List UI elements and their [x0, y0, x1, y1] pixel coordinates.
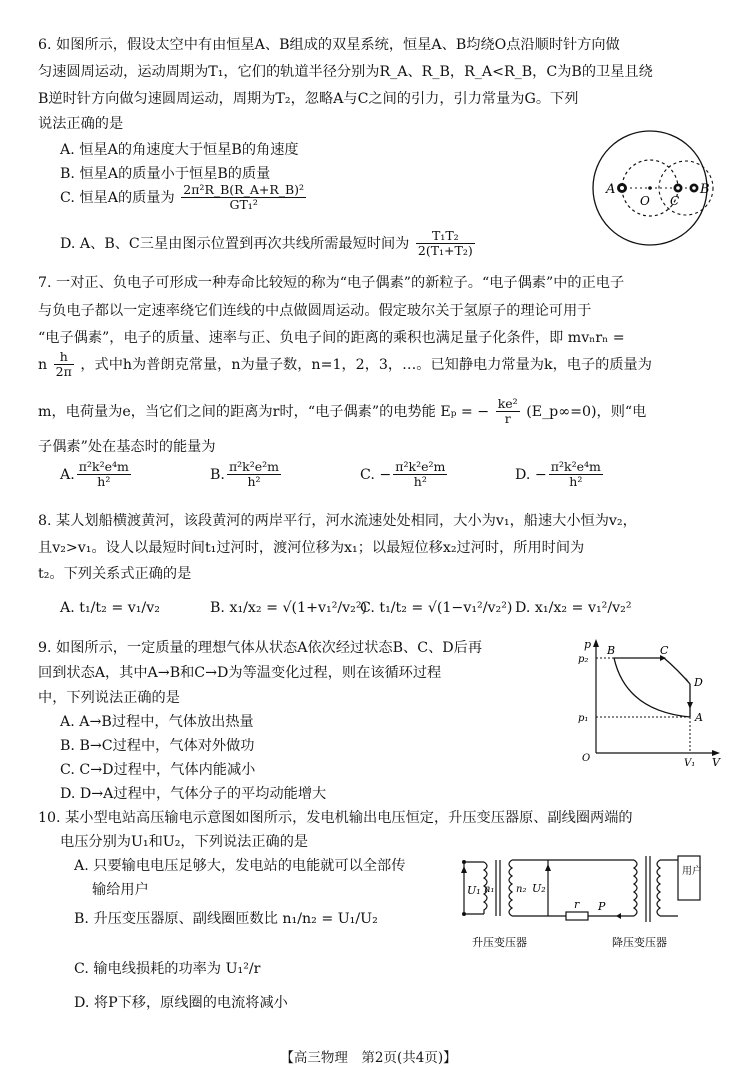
fig6-label-a: A — [606, 182, 616, 197]
q6-option-b: B. 恒星A的质量小于恒星B的质量 — [60, 166, 271, 182]
q6-option-c — [60, 183, 308, 213]
q9-option-a: A. A→B过程中，气体放出热量 — [60, 714, 254, 730]
q7-h-over-2pi — [54, 350, 74, 380]
q8-option-c: C. t₁/t₂ = √(1−v₁²/v₂²) — [360, 600, 513, 616]
circuit-u2: U₂ — [532, 882, 546, 895]
q7-d-frac — [549, 460, 603, 490]
q7-option-a — [60, 460, 133, 490]
q6-d-den: 2(T₁+T₂) — [417, 243, 473, 259]
q9-option-d: D. D→A过程中，气体分子的平均动能增大 — [60, 786, 327, 802]
pv-point-c: C — [660, 644, 669, 657]
q10-line-2: 电压分别为U₁和U₂，下列说法正确的是 — [60, 834, 309, 850]
circuit-n1: n₁ — [484, 884, 495, 895]
pv-origin: O — [582, 753, 591, 764]
q10-option-a-2: 输给用户 — [92, 882, 149, 898]
pv-axis-p: p — [584, 638, 592, 651]
q6-d-num: T₁T₂ — [416, 229, 475, 244]
q7-2pi: 2π — [55, 364, 72, 380]
q10-option-c: C. 输电线损耗的功率为 U₁²/r — [74, 961, 261, 977]
pv-label-v1: V₁ — [684, 758, 696, 769]
q7-line-3: “电子偶素”，电子的质量、速率与正、负电子间的距离的乘积也满足量子化条件，即 mvₙrₙ = — [38, 330, 625, 346]
circuit-n2: n₂ — [516, 884, 527, 895]
q9-option-c: C. C→D过程中，气体内能减小 — [60, 762, 256, 778]
circuit-step-down-label: 降压变压器 — [612, 936, 667, 949]
q9-line-2: 回到状态A，其中A→B和C→D为等温变化过程，则在该循环过程 — [38, 665, 442, 681]
q7-line-2: 与负电子都以一定速率绕它们连线的中点做圆周运动。假定玻尔关于氢原子的理论可用于 — [38, 303, 592, 319]
q8-line-2: 且v₂>v₁。设人以最短时间t₁过河时，渡河位移为x₁；以最短位移x₂过河时，所用时间为 — [38, 540, 585, 556]
q7-line-5 — [38, 397, 646, 427]
q6-option-c-text: C. 恒星A的质量为 — [60, 189, 175, 206]
circuit-p: P — [598, 900, 606, 913]
q6-c-den: GT₁² — [229, 197, 258, 213]
q8-line-3: t₂。下列关系式正确的是 — [38, 566, 192, 582]
q7-line-4-text: ，式中h为普朗克常量，n为量子数，n=1，2，3，…。已知静电力常量为k，电子的质量为 — [80, 356, 652, 373]
q7-ke2: ke² — [497, 396, 518, 411]
q6-c-num: 2π²R_B(R_A+R_B)² — [183, 182, 305, 197]
q7-h: h — [54, 350, 74, 365]
q7-b-num: π²k²e²m — [228, 459, 280, 474]
q10-option-a-1: A. 只要输电电压足够大，发电站的电能就可以全部传 — [74, 858, 406, 874]
q7-line-5-tail: (E_p∞=0)，则“电 — [526, 403, 647, 420]
q7-r: r — [504, 411, 511, 427]
transmission-circuit — [456, 852, 724, 956]
q7-b-label: B. — [210, 466, 225, 483]
q7-line-4 — [38, 350, 652, 380]
q7-option-d — [515, 460, 605, 490]
q6-option-a: A. 恒星A的角速度大于恒星B的角速度 — [60, 142, 299, 158]
circuit-r: r — [574, 898, 580, 911]
fig6-label-o: O — [640, 194, 650, 208]
q9-option-b: B. B→C过程中，气体对外做功 — [60, 738, 255, 754]
q7-c-frac — [393, 460, 447, 490]
pv-axis-v: V — [712, 756, 720, 769]
circuit-step-up-label: 升压变压器 — [472, 936, 527, 949]
q6-option-c-fraction — [181, 183, 306, 213]
fig6-label-c: C — [670, 194, 680, 208]
circuit-user: 用户 — [682, 866, 702, 877]
pv-label-p2: p₂ — [578, 654, 589, 665]
fig6-label-b: B — [700, 182, 710, 197]
q7-line-5-text: m，电荷量为e，当它们之间的距离为r时，“电子偶素”的电势能 Eₚ = − — [38, 403, 490, 420]
q10-option-b: B. 升压变压器原、副线圈匝数比 n₁/n₂ = U₁/U₂ — [74, 911, 378, 927]
q6-line-3: B逆时针方向做匀速圆周运动，周期为T₂，忽略A与C之间的引力，引力常量为G。下列 — [38, 91, 579, 107]
q6-option-d-text: D. A、B、C三星由图示位置到再次共线所需最短时间为 — [60, 235, 410, 252]
q9-line-3: 中，下列说法正确的是 — [38, 690, 180, 706]
q7-c-label: C. − — [360, 466, 392, 483]
q7-c-num: π²k²e²m — [395, 459, 446, 474]
q7-option-b — [210, 460, 283, 490]
pv-point-b: B — [607, 644, 616, 657]
q8-option-b: B. x₁/x₂ = √(1+v₁²/v₂²) — [210, 600, 368, 616]
q6-line-1: 6. 如图所示，假设太空中有由恒星A、B组成的双星系统，恒星A、B均绕O点沿顺时针方向做 — [38, 37, 620, 53]
q6-option-d — [60, 229, 477, 259]
binary-star-diagram — [592, 118, 724, 250]
q6-option-d-fraction — [416, 229, 475, 259]
q7-option-c — [360, 460, 449, 490]
q7-a-frac — [77, 460, 131, 490]
q8-option-d: D. x₁/x₂ = v₁²/v₂² — [515, 600, 632, 616]
pv-label-p1: p₁ — [578, 713, 589, 724]
q7-a-den: h² — [97, 474, 111, 490]
q9-line-1: 9. 如图所示，一定质量的理想气体从状态A依次经过状态B、C、D后再 — [38, 640, 483, 656]
q10-line-1: 10. 某小型电站高压输电示意图如图所示，发电机输出电压恒定，升压变压器原、副线圈两端的 — [38, 810, 633, 826]
q8-line-1: 8. 某人划船横渡黄河，该段黄河的两岸平行，河水流速处处相同，大小为v₁，船速大小恒为v₂， — [38, 513, 637, 529]
q7-n: n — [38, 356, 48, 373]
q8-option-a: A. t₁/t₂ = v₁/v₂ — [60, 600, 160, 616]
q6-line-2: 匀速圆周运动，运动周期为T₁，它们的轨道半径分别为R_A、R_B，R_A<R_B，C为B的卫星且绕 — [38, 64, 653, 80]
pv-diagram — [574, 636, 724, 771]
q7-b-den: h² — [247, 474, 261, 490]
page-footer: 【高三物理 第2页(共4页)】 — [280, 1050, 457, 1066]
q7-c-den: h² — [413, 474, 427, 490]
q7-line-6: 子偶素”处在基态时的能量为 — [38, 439, 216, 455]
q6-line-4: 说法正确的是 — [38, 116, 124, 132]
q7-ke2-over-r — [496, 397, 520, 427]
pv-point-d: D — [694, 676, 703, 689]
q7-a-num: π²k²e⁴m — [78, 459, 129, 474]
q7-line-1: 7. 一对正、负电子可形成一种寿命比较短的称为“电子偶素”的新粒子。“电子偶素”中的正电子 — [38, 275, 625, 291]
q7-d-den: h² — [569, 474, 583, 490]
q7-d-num: π²k²e⁴m — [550, 459, 601, 474]
pv-point-a: A — [695, 711, 703, 724]
q7-d-label: D. − — [515, 466, 547, 483]
q10-option-d: D. 将P下移，原线圈的电流将减小 — [74, 995, 288, 1011]
q7-a-label: A. — [60, 466, 75, 483]
circuit-u1: U₁ — [467, 884, 481, 897]
q7-b-frac — [227, 460, 281, 490]
